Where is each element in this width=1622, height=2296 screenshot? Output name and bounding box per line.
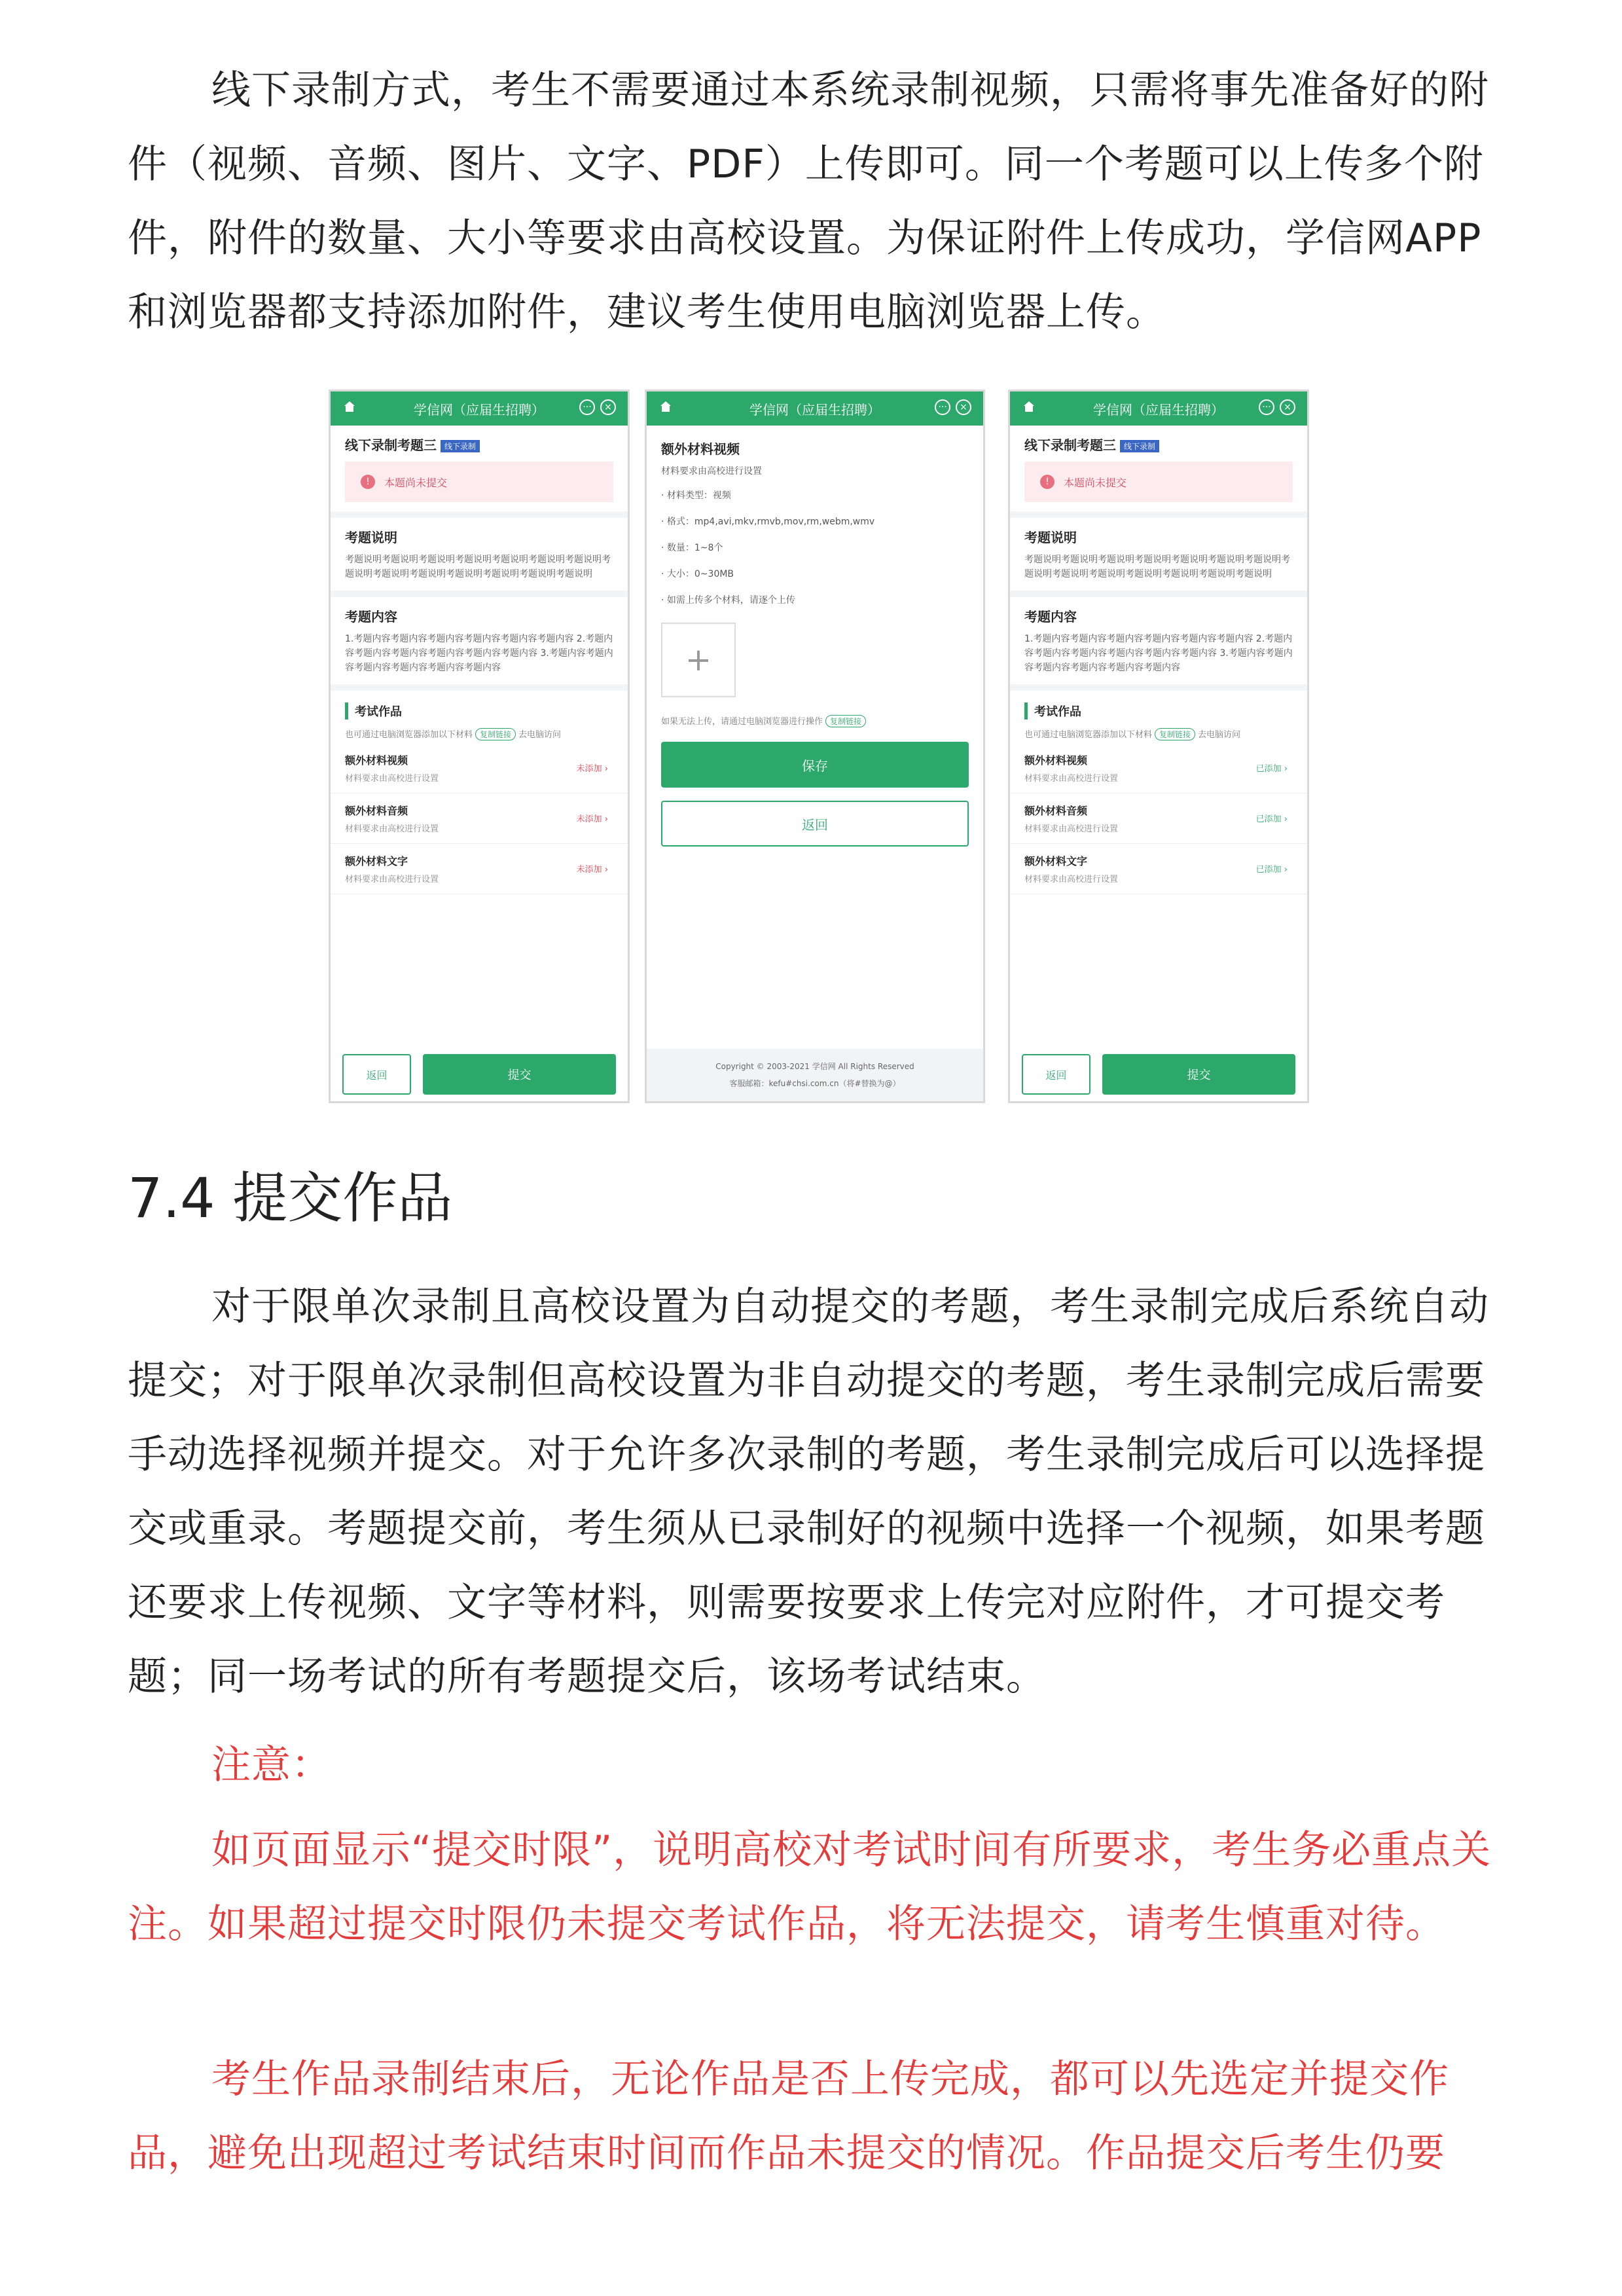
close-icon: × <box>956 399 971 415</box>
app-title: 学信网（应届生招聘） <box>749 401 880 418</box>
chevron-right-icon: › <box>604 814 608 824</box>
content-title: 考题内容 <box>1024 609 1077 625</box>
material-requirements <box>661 483 969 613</box>
item-title: 额外材料文字 <box>1024 855 1088 867</box>
status-badge: 已添加 <box>1255 764 1282 774</box>
content-text: 1.考题内容考题内容考题内容考题内容考题内容考题内容 2.考题内容考题内容考题内容考题内容考题内容考题内容 3.考题内容考题内容考题内容考题内容考题内容考题内容 <box>345 634 613 673</box>
material-title: 额外材料视频 <box>661 441 740 457</box>
item-title: 额外材料音频 <box>1024 805 1088 817</box>
plus-icon: + <box>685 642 712 678</box>
back-button[interactable]: 返回 <box>1022 1054 1090 1095</box>
list-item[interactable] <box>1010 844 1307 894</box>
content-section <box>1010 597 1307 691</box>
item-sub: 材料要求由高校进行设置 <box>345 824 439 834</box>
desc-title: 考题说明 <box>1024 530 1077 545</box>
note-label <box>128 1728 1496 1802</box>
chevron-right-icon: › <box>604 764 608 774</box>
footer-buttons <box>342 1054 616 1095</box>
app-header <box>1010 392 1307 426</box>
exam-title-section <box>331 426 628 518</box>
item-title: 额外材料视频 <box>345 754 408 767</box>
desc-title: 考题说明 <box>345 530 397 545</box>
material-section <box>647 426 983 860</box>
exam-title: 线下录制考题三 <box>1024 437 1116 453</box>
save-button[interactable]: 保存 <box>661 742 969 788</box>
copyright-footer <box>647 1049 983 1101</box>
note2-paragraph <box>128 2043 1496 2191</box>
status-badge: 未添加 <box>576 814 602 824</box>
status-badge: 未添加 <box>576 865 602 875</box>
status-badge: 未添加 <box>576 764 602 774</box>
upload-add-button[interactable] <box>661 623 736 697</box>
item-title: 额外材料文字 <box>345 855 408 867</box>
works-section <box>1010 691 1307 743</box>
section-heading: 7.4 提交作品 <box>128 1166 453 1230</box>
status-badge: 已添加 <box>1255 865 1282 875</box>
close-icon: × <box>1280 399 1295 415</box>
list-item[interactable] <box>331 793 628 844</box>
desc-text: 考题说明考题说明考题说明考题说明考题说明考题说明考题说明考题说明考题说明考题说明考题说明考题说明考题说明考题说明 <box>345 555 611 579</box>
exam-title-section <box>1010 426 1307 518</box>
list-item[interactable] <box>331 844 628 894</box>
phone-screenshot-upload <box>645 390 985 1103</box>
desc-text: 考题说明考题说明考题说明考题说明考题说明考题说明考题说明考题说明考题说明考题说明考题说明考题说明考题说明考题说明 <box>1024 555 1290 579</box>
warning-icon: ! <box>1040 475 1054 489</box>
submit-button[interactable]: 提交 <box>423 1054 616 1095</box>
list-item[interactable] <box>1010 793 1307 844</box>
material-multi: · 如需上传多个材料，请逐个上传 <box>661 595 795 606</box>
chevron-right-icon: › <box>1284 865 1288 875</box>
content-title: 考题内容 <box>345 609 397 625</box>
phone-screenshot-added <box>1008 390 1309 1103</box>
contact-email: 客服邮箱：kefu#chsi.com.cn（将#替换为@） <box>729 1079 901 1088</box>
exam-tag: 线下录制 <box>1120 440 1159 452</box>
material-count: · 数量：1~8个 <box>661 543 723 553</box>
item-title: 额外材料音频 <box>345 805 408 817</box>
more-icon: ··· <box>935 399 950 415</box>
more-icon: ··· <box>579 399 595 415</box>
more-icon: ··· <box>1259 399 1274 415</box>
intro-paragraph <box>128 54 1496 350</box>
fallback-text: 如果无法上传，请通过电脑浏览器进行操作 <box>661 717 823 727</box>
intro-text: 线下录制方式，考生不需要通过本系统录制视频，只需将事先准备好的附件（视频、音频、图片、文字、PDF）上传即可。同一个考题可以上传多个附件，附件的数量、大小等要求由高校设置。为保证附件上传成功，学信网APP和浏览器都支持添加附件，建议考生使用电脑浏览器上传。 <box>128 67 1489 335</box>
desc-section <box>331 518 628 597</box>
item-sub: 材料要求由高校进行设置 <box>345 774 439 784</box>
footer-buttons <box>1022 1054 1295 1095</box>
content-text: 1.考题内容考题内容考题内容考题内容考题内容考题内容 2.考题内容考题内容考题内容考题内容考题内容考题内容 3.考题内容考题内容考题内容考题内容考题内容考题内容 <box>1024 634 1293 673</box>
not-submitted-alert <box>1024 462 1293 502</box>
home-icon <box>344 401 355 412</box>
material-size: · 大小：0~30MB <box>661 569 734 579</box>
note-label-text: 注意： <box>211 1742 331 1788</box>
item-sub: 材料要求由高校进行设置 <box>345 875 439 884</box>
note1-paragraph <box>128 1813 1496 1961</box>
material-format: · 格式：mp4,avi,mkv,rmvb,mov,rm,webm,wmv <box>661 517 875 527</box>
alert-text: 本题尚未提交 <box>384 476 448 489</box>
alert-text: 本题尚未提交 <box>1064 476 1127 489</box>
back-button[interactable]: 返回 <box>342 1054 411 1095</box>
app-header <box>331 392 628 426</box>
list-item[interactable] <box>331 743 628 793</box>
not-submitted-alert <box>345 462 613 502</box>
copyright-line: Copyright © 2003-2021 学信网 All Rights Reserved <box>715 1062 914 1071</box>
exam-tag: 线下录制 <box>441 440 480 452</box>
submit-paragraph <box>128 1270 1496 1714</box>
warning-icon: ! <box>361 475 375 489</box>
works-title: 考试作品 <box>345 702 613 720</box>
chevron-right-icon: › <box>1284 764 1288 774</box>
phone-screenshot-not-added <box>329 390 630 1103</box>
item-sub: 材料要求由高校进行设置 <box>1024 824 1119 834</box>
close-icon: × <box>600 399 616 415</box>
chevron-right-icon: › <box>1284 814 1288 824</box>
home-icon <box>1023 401 1035 412</box>
chevron-right-icon: › <box>604 865 608 875</box>
item-sub: 材料要求由高校进行设置 <box>1024 875 1119 884</box>
copy-link-button[interactable]: 复制链接 <box>1155 728 1195 740</box>
works-sub-a: 也可通过电脑浏览器添加以下材料 <box>345 730 473 740</box>
submit-text: 对于限单次录制且高校设置为自动提交的考题，考生录制完成后系统自动提交；对于限单次录制但高校设置为非自动提交的考题，考生录制完成后需要手动选择视频并提交。对于允许多次录制的考题，考生录制完成后可以选择提交或重录。考题提交前，考生须从已录制好的视频中选择一个视频，如果考题还要求上传视频、文字等材料，则需要按要求上传完对应附件，才可提交考题；同一场考试的所有考题提交后，该场考试结束。 <box>128 1284 1489 1700</box>
list-item[interactable] <box>1010 743 1307 793</box>
app-title: 学信网（应届生招聘） <box>414 401 545 418</box>
item-title: 额外材料视频 <box>1024 754 1088 767</box>
note1-text: 如页面显示“提交时限”，说明高校对考试时间有所要求，考生务必重点关注。如果超过提交时限仍未提交考试作品，将无法提交，请考生慎重对待。 <box>128 1827 1492 1947</box>
app-header <box>647 392 983 426</box>
note2-text: 考生作品录制结束后，无论作品是否上传完成，都可以先选定并提交作品，避免出现超过考试结束时间而作品未提交的情况。作品提交后考生仍要 <box>128 2056 1449 2176</box>
works-sub-b: 去电脑访问 <box>1198 730 1241 740</box>
works-sub-b: 去电脑访问 <box>518 730 562 740</box>
works-section <box>331 691 628 743</box>
material-sub: 材料要求由高校进行设置 <box>661 466 762 477</box>
exam-title: 线下录制考题三 <box>345 437 437 453</box>
home-icon <box>660 401 672 412</box>
material-type: · 材料类型：视频 <box>661 490 731 501</box>
item-sub: 材料要求由高校进行设置 <box>1024 774 1119 784</box>
copy-link-button[interactable]: 复制链接 <box>825 715 866 727</box>
works-title: 考试作品 <box>1024 702 1293 720</box>
app-title: 学信网（应届生招聘） <box>1093 401 1224 418</box>
submit-button[interactable]: 提交 <box>1102 1054 1295 1095</box>
content-section <box>331 597 628 691</box>
back-button[interactable]: 返回 <box>661 801 969 847</box>
works-sub-a: 也可通过电脑浏览器添加以下材料 <box>1024 730 1153 740</box>
copy-link-button[interactable]: 复制链接 <box>475 728 516 740</box>
status-badge: 已添加 <box>1255 814 1282 824</box>
desc-section <box>1010 518 1307 597</box>
